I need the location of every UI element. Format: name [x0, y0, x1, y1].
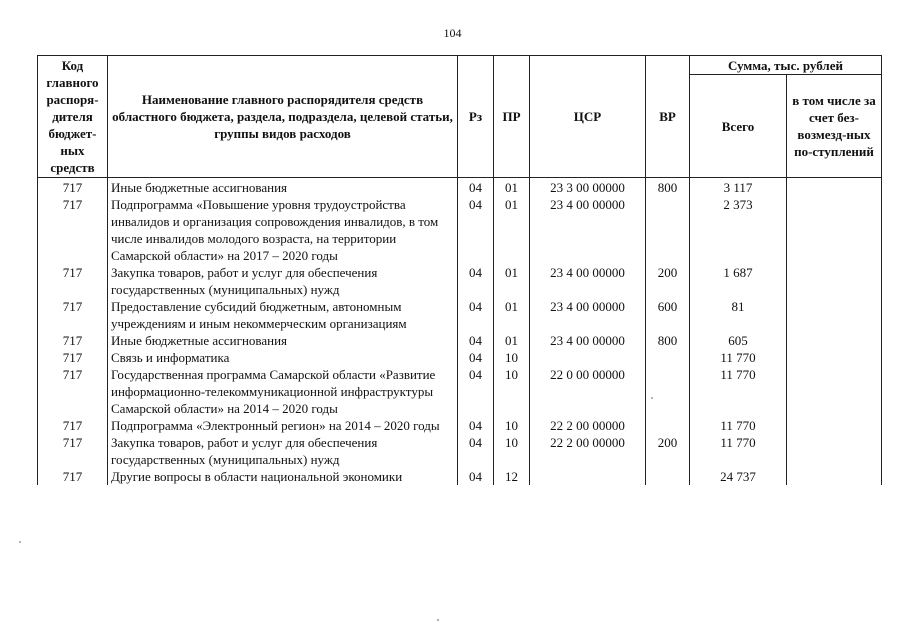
- row-code: 717: [38, 264, 108, 298]
- row-csr: 23 4 00 00000: [530, 196, 646, 264]
- row-csr: 23 4 00 00000: [530, 264, 646, 298]
- row-pr: 10: [494, 417, 530, 434]
- row-pr: 12: [494, 468, 530, 485]
- row-free: [787, 298, 882, 332]
- row-rz: 04: [458, 196, 494, 264]
- header-name: Наименование главного распорядителя средств областного бюджета, раздела, подраздела, целевой статьи, группы видов расходов: [108, 56, 458, 178]
- row-rz: 04: [458, 468, 494, 485]
- row-vr: 800: [646, 178, 690, 197]
- row-pr: 01: [494, 264, 530, 298]
- row-total: 81: [690, 298, 787, 332]
- header-rz: Рз: [458, 56, 494, 178]
- row-csr: [530, 468, 646, 485]
- row-name: Предоставление субсидий бюджетным, автономным учреждениям и иным некоммерческим организациям: [108, 298, 458, 332]
- table-row: [38, 332, 882, 349]
- table-row: [38, 434, 882, 468]
- row-free: [787, 196, 882, 264]
- row-vr: [646, 366, 690, 417]
- row-vr: [646, 349, 690, 366]
- row-total: 11 770: [690, 434, 787, 468]
- row-code: 717: [38, 178, 108, 197]
- row-total: 11 770: [690, 366, 787, 417]
- page-number: 104: [443, 26, 462, 40]
- row-name: Иные бюджетные ассигнования: [108, 178, 458, 197]
- row-pr: 10: [494, 434, 530, 468]
- row-vr: 200: [646, 434, 690, 468]
- row-code: 717: [38, 298, 108, 332]
- row-free: [787, 264, 882, 298]
- row-pr: 10: [494, 366, 530, 417]
- row-pr: 01: [494, 332, 530, 349]
- header-csr: ЦСР: [530, 56, 646, 178]
- row-total: 2 373: [690, 196, 787, 264]
- row-csr: 22 0 00 00000: [530, 366, 646, 417]
- table-row: [38, 178, 882, 197]
- row-name: Закупка товаров, работ и услуг для обеспечения государственных (муниципальных) нужд: [108, 434, 458, 468]
- row-total: 11 770: [690, 417, 787, 434]
- row-csr: [530, 349, 646, 366]
- row-name: Закупка товаров, работ и услуг для обеспечения государственных (муниципальных) нужд: [108, 264, 458, 298]
- row-csr: 23 4 00 00000: [530, 332, 646, 349]
- table-body: [38, 178, 882, 486]
- row-total: 1 687: [690, 264, 787, 298]
- row-total: 605: [690, 332, 787, 349]
- scan-speck: [651, 397, 653, 399]
- row-code: 717: [38, 196, 108, 264]
- row-pr: 01: [494, 196, 530, 264]
- row-code: 717: [38, 434, 108, 468]
- row-rz: 04: [458, 349, 494, 366]
- table-row: [38, 349, 882, 366]
- row-free: [787, 332, 882, 349]
- row-total: 11 770: [690, 349, 787, 366]
- row-csr: 23 4 00 00000: [530, 298, 646, 332]
- row-vr: 800: [646, 332, 690, 349]
- row-vr: [646, 417, 690, 434]
- row-free: [787, 349, 882, 366]
- row-code: 717: [38, 349, 108, 366]
- header-sum-group: Сумма, тыс. рублей: [690, 56, 882, 75]
- row-name: Государственная программа Самарской области «Развитие информационно-телекоммуникационной инфраструктуры Самарской области» на 2014 – 2020 годы: [108, 366, 458, 417]
- table-row: [38, 264, 882, 298]
- row-csr: 22 2 00 00000: [530, 434, 646, 468]
- row-rz: 04: [458, 178, 494, 197]
- row-vr: 600: [646, 298, 690, 332]
- row-pr: 10: [494, 349, 530, 366]
- table-row: [38, 196, 882, 264]
- row-pr: 01: [494, 178, 530, 197]
- row-vr: [646, 468, 690, 485]
- row-name: Подпрограмма «Повышение уровня трудоустройства инвалидов и организация сопровождения инвалидов, в том числе инвалидов молодого возраста, на территории Самарской области» на 2017 – 2020 годы: [108, 196, 458, 264]
- row-rz: 04: [458, 417, 494, 434]
- row-vr: [646, 196, 690, 264]
- row-csr: 22 2 00 00000: [530, 417, 646, 434]
- row-name: Иные бюджетные ассигнования: [108, 332, 458, 349]
- header-free: в том числе за счет без-возмезд-ных по-ступлений: [787, 75, 882, 178]
- row-rz: 04: [458, 298, 494, 332]
- row-free: [787, 434, 882, 468]
- row-name: Связь и информатика: [108, 349, 458, 366]
- row-total: 24 737: [690, 468, 787, 485]
- row-vr: 200: [646, 264, 690, 298]
- table-row: [38, 298, 882, 332]
- row-rz: 04: [458, 366, 494, 417]
- row-name: Другие вопросы в области национальной экономики: [108, 468, 458, 485]
- row-rz: 04: [458, 332, 494, 349]
- scan-speck: [19, 541, 21, 543]
- row-csr: 23 3 00 00000: [530, 178, 646, 197]
- row-free: [787, 178, 882, 197]
- row-free: [787, 417, 882, 434]
- row-free: [787, 468, 882, 485]
- row-rz: 04: [458, 434, 494, 468]
- header-vr: ВР: [646, 56, 690, 178]
- row-pr: 01: [494, 298, 530, 332]
- table-row: [38, 468, 882, 485]
- scan-speck: [437, 619, 439, 621]
- row-code: 717: [38, 468, 108, 485]
- row-name: Подпрограмма «Электронный регион» на 2014 – 2020 годы: [108, 417, 458, 434]
- row-code: 717: [38, 332, 108, 349]
- table-row: [38, 366, 882, 417]
- row-free: [787, 366, 882, 417]
- header-code: Код главного распоря-дителя бюджет-ных средств: [38, 56, 108, 178]
- header-pr: ПР: [494, 56, 530, 178]
- row-code: 717: [38, 366, 108, 417]
- table-header: [38, 56, 882, 178]
- budget-table: [37, 55, 882, 485]
- row-rz: 04: [458, 264, 494, 298]
- row-total: 3 117: [690, 178, 787, 197]
- table-row: [38, 417, 882, 434]
- header-total: Всего: [690, 75, 787, 178]
- row-code: 717: [38, 417, 108, 434]
